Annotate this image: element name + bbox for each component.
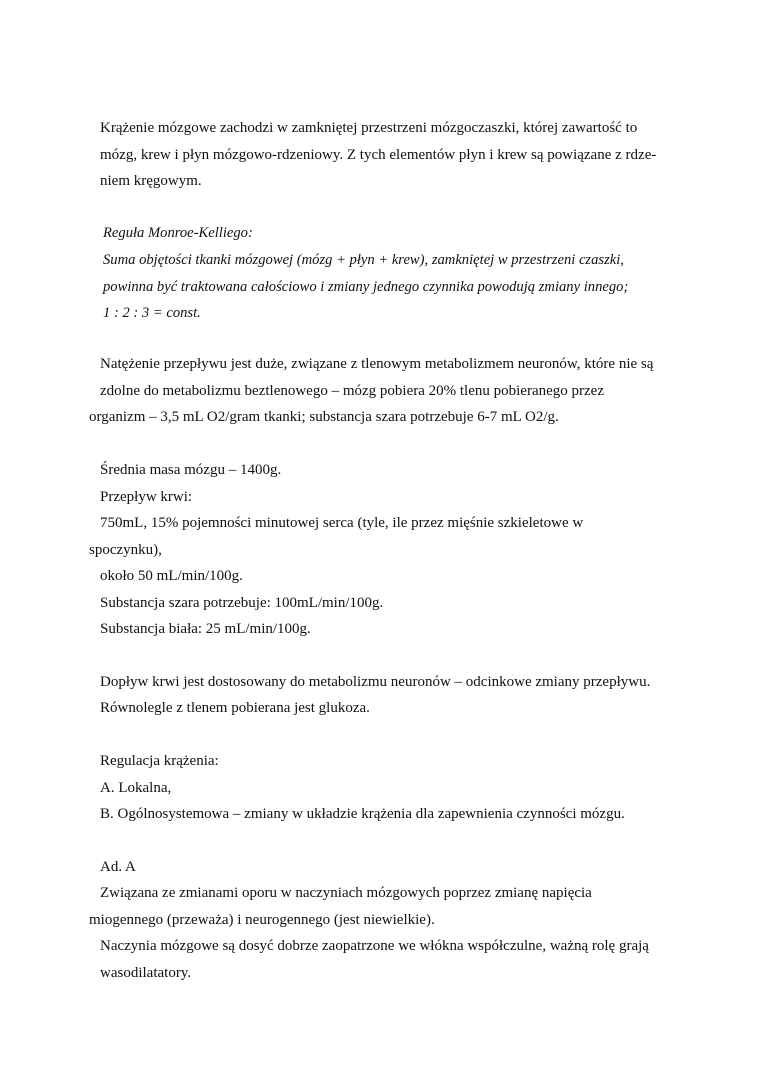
- text-line: B. Ogólnosystemowa – zmiany w układzie krążenia dla zapewnienia czynności mózgu.: [100, 806, 625, 822]
- text-line: wasodilatatory.: [100, 965, 192, 981]
- text-line: Średnia masa mózgu – 1400g.: [100, 462, 282, 478]
- text-line: Dopływ krwi jest dostosowany do metabolizmu neuronów – odcinkowe zmiany przepływu.: [100, 674, 651, 690]
- text-line: niem kręgowym.: [100, 173, 202, 189]
- text-line: 750mL, 15% pojemności minutowej serca (tyle, ile przez mięśnie szkieletowe w: [100, 515, 584, 531]
- text-line: Substancja biała: 25 mL/min/100g.: [100, 621, 311, 637]
- text-line: Związana ze zmianami oporu w naczyniach mózgowych poprzez zmianę napięcia: [100, 885, 592, 901]
- text-line: Równolegle z tlenem pobierana jest glukoza.: [100, 700, 370, 716]
- text-line: mózg, krew i płyn mózgowo-rdzeniowy. Z tych elementów płyn i krew są powiązane z rdze-: [100, 147, 657, 163]
- text-line: miogennego (przeważa) i neurogennego (jest niewielkie).: [89, 912, 435, 928]
- text-line: Krążenie mózgowe zachodzi w zamkniętej przestrzeni mózgoczaszki, której zawartość to: [100, 120, 638, 136]
- text-line: Natężenie przepływu jest duże, związane z tlenowym metabolizmem neuronów, które nie są: [100, 356, 654, 372]
- rule-line: powinna być traktowana całościowo i zmiany jednego czynnika powodują zmiany innego;: [103, 279, 629, 295]
- text-line: spoczynku),: [89, 542, 162, 558]
- text-line: około 50 mL/min/100g.: [100, 568, 243, 584]
- text-line: Regulacja krążenia:: [100, 753, 219, 769]
- rule-title: Reguła Monroe-Kelliego:: [103, 225, 253, 241]
- rule-formula: 1 : 2 : 3 = const.: [103, 305, 201, 321]
- text-line: organizm – 3,5 mL O2/gram tkanki; substancja szara potrzebuje 6-7 mL O2/g.: [89, 409, 559, 425]
- text-line: Naczynia mózgowe są dosyć dobrze zaopatrzone we włókna współczulne, ważną rolę grają: [100, 938, 649, 954]
- text-line: Przepływ krwi:: [100, 489, 193, 505]
- text-line: zdolne do metabolizmu beztlenowego – mózg pobiera 20% tlenu pobieranego przez: [100, 383, 604, 399]
- text-line: Ad. A: [100, 859, 136, 875]
- rule-line: Suma objętości tkanki mózgowej (mózg + płyn + krew), zamkniętej w przestrzeni czaszki,: [103, 252, 624, 268]
- text-line: Substancja szara potrzebuje: 100mL/min/100g.: [100, 595, 384, 611]
- text-line: A. Lokalna,: [100, 780, 172, 796]
